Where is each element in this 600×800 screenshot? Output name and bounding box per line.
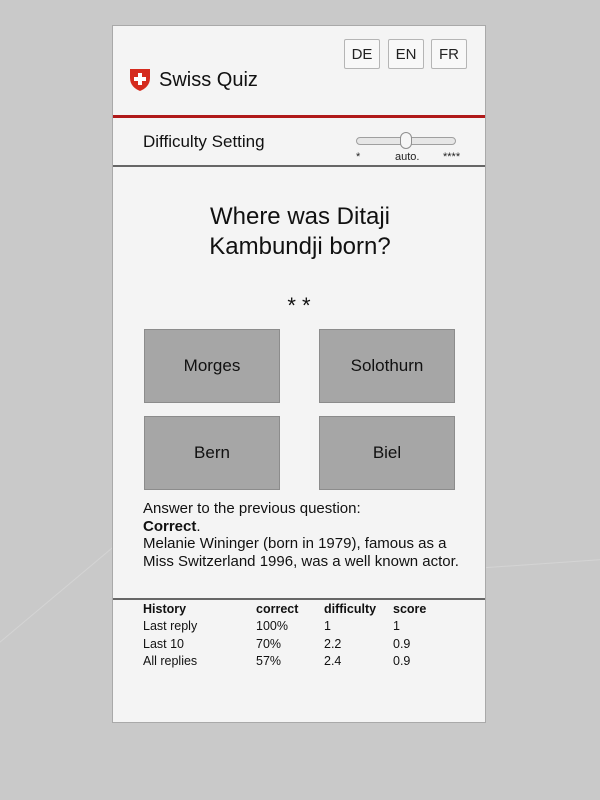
swiss-shield-icon: [129, 68, 151, 92]
history-column-header: correct: [256, 601, 299, 616]
difficulty-label: Difficulty Setting: [143, 132, 265, 151]
history-cell: 0.9: [393, 636, 411, 651]
language-fr-button[interactable]: FR: [431, 39, 467, 69]
history-cell: 1: [324, 619, 331, 634]
history-cell: 2.4: [324, 654, 342, 669]
answer-button-1[interactable]: Morges: [144, 329, 280, 403]
previous-answer-explanation: Melanie Wininger (born in 1979), famous as a Miss Switzerland 1996, was a well known actor.: [143, 535, 459, 570]
answer-button-3[interactable]: Bern: [144, 416, 280, 490]
history-column-header: score: [393, 601, 427, 616]
history-cell: Last 10: [143, 636, 185, 651]
previous-answer-result: Correct: [143, 517, 197, 535]
difficulty-slider-thumb[interactable]: [400, 132, 412, 149]
quiz-panel: [112, 25, 486, 723]
history-cell: 2.2: [324, 636, 342, 651]
history-row: [143, 653, 433, 671]
answer-button-2[interactable]: Solothurn: [319, 329, 455, 403]
answer-button-4[interactable]: Biel: [319, 416, 455, 490]
history-cell: All replies: [143, 654, 198, 669]
background-line: [0, 547, 113, 651]
history-column-header: History: [143, 601, 187, 616]
history-header-row: [143, 600, 433, 618]
language-de-button[interactable]: DE: [344, 39, 380, 69]
history-cell: 57%: [256, 654, 282, 669]
header-divider: [113, 115, 485, 118]
history-column-header: difficulty: [324, 601, 377, 616]
app-title: Swiss Quiz: [159, 69, 258, 91]
history-row: [143, 618, 433, 636]
history-cell: 0.9: [393, 654, 411, 669]
language-en-button[interactable]: EN: [388, 39, 424, 69]
history-cell: 70%: [256, 636, 282, 651]
question-text: Where was Ditaji Kambundji born?: [209, 203, 391, 260]
difficulty-stars: * *: [287, 293, 311, 318]
difficulty-tick-min: *: [356, 151, 361, 163]
history-table: [143, 600, 433, 670]
previous-answer-heading: Answer to the previous question:: [143, 500, 361, 517]
difficulty-tick-max: ****: [443, 151, 461, 163]
history-cell: 1: [393, 619, 400, 634]
history-row: [143, 635, 433, 653]
difficulty-tick-auto: auto.: [395, 151, 420, 163]
previous-answer-feedback: Answer to the previous question: Correct. Melanie Wininger (born in 1979), famous as a Miss Switzerland 1996, was a well known actor.: [143, 500, 463, 570]
history-cell: Last reply: [143, 619, 198, 634]
history-cell: 100%: [256, 619, 288, 634]
background-line: [480, 558, 600, 568]
section-divider: [113, 165, 485, 167]
